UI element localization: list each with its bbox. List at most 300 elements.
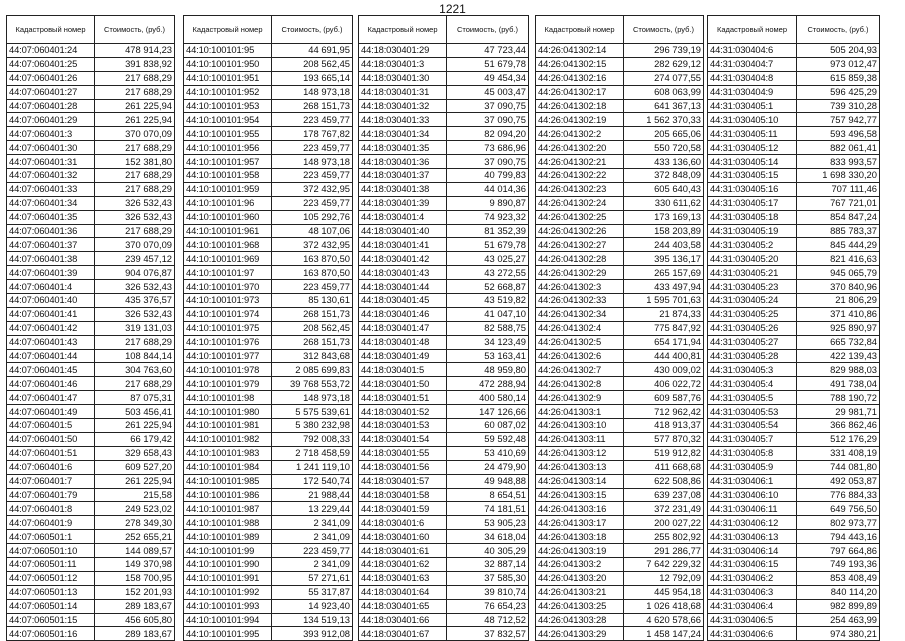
table-row <box>708 99 880 113</box>
table-row <box>7 127 175 141</box>
cost-cell: 74 923,32 <box>447 210 529 224</box>
cost-table-col-5 <box>707 15 880 641</box>
cost-cell: 208 562,45 <box>272 321 353 335</box>
cadastral-number-cell: 44:10:100101:990 <box>184 557 272 571</box>
cadastral-number-cell: 44:10:100101:957 <box>184 155 272 169</box>
cadastral-number-header: Кадастровый номер <box>184 16 272 44</box>
cost-cell: 249 523,02 <box>95 502 175 516</box>
cost-cell: 105 292,76 <box>272 210 353 224</box>
cost-header: Стоимость, (руб.) <box>447 16 529 44</box>
cost-cell: 40 799,83 <box>447 169 529 183</box>
cadastral-number-cell: 44:26:041303:25 <box>536 599 624 613</box>
cadastral-number-cell: 44:31:030405:3 <box>708 363 797 377</box>
cost-cell: 173 169,13 <box>624 210 704 224</box>
cadastral-number-cell: 44:07:060401:7 <box>7 474 95 488</box>
cost-cell: 254 463,99 <box>797 613 880 627</box>
cadastral-number-cell: 44:10:100101:955 <box>184 127 272 141</box>
cadastral-number-cell: 44:18:030401:55 <box>359 446 447 460</box>
cost-cell: 2 085 699,83 <box>272 363 353 377</box>
cost-cell: 707 111,46 <box>797 182 880 196</box>
table-row <box>536 266 704 280</box>
cost-cell: 833 993,57 <box>797 155 880 169</box>
table-row <box>184 71 353 85</box>
table-row <box>7 196 175 210</box>
cadastral-number-cell: 44:31:030406:11 <box>708 502 797 516</box>
table-row <box>359 85 529 99</box>
cost-cell: 134 519,13 <box>272 613 353 627</box>
cadastral-number-cell: 44:07:060401:45 <box>7 363 95 377</box>
table-row <box>536 488 704 502</box>
table-row <box>708 196 880 210</box>
table-row <box>708 71 880 85</box>
cost-cell: 37 090,75 <box>447 99 529 113</box>
table-row <box>536 57 704 71</box>
table-row <box>7 266 175 280</box>
cost-cell: 372 848,09 <box>624 169 704 183</box>
table-row <box>7 210 175 224</box>
cadastral-number-cell: 44:07:060501:13 <box>7 585 95 599</box>
cadastral-number-cell: 44:26:041303:28 <box>536 613 624 627</box>
cadastral-number-cell: 44:18:030401:56 <box>359 460 447 474</box>
cost-cell: 435 376,57 <box>95 294 175 308</box>
cadastral-number-cell: 44:07:060501:11 <box>7 557 95 571</box>
cost-header: Стоимость, (руб.) <box>797 16 880 44</box>
cadastral-number-cell: 44:31:030405:24 <box>708 294 797 308</box>
cadastral-number-cell: 44:26:041303:15 <box>536 488 624 502</box>
table-row <box>359 252 529 266</box>
table-row <box>359 294 529 308</box>
table-row <box>359 377 529 391</box>
cadastral-number-cell: 44:18:030401:52 <box>359 405 447 419</box>
table-row <box>536 85 704 99</box>
table-row <box>359 224 529 238</box>
table-row <box>708 516 880 530</box>
cadastral-number-cell: 44:10:100101:97 <box>184 266 272 280</box>
cost-cell: 456 605,80 <box>95 613 175 627</box>
cadastral-number-header: Кадастровый номер <box>359 16 447 44</box>
cadastral-number-cell: 44:10:100101:991 <box>184 571 272 585</box>
cost-cell: 829 988,03 <box>797 363 880 377</box>
cadastral-number-cell: 44:31:030405:7 <box>708 432 797 446</box>
cost-cell: 14 923,40 <box>272 599 353 613</box>
table-row <box>536 391 704 405</box>
table-row <box>184 516 353 530</box>
cost-cell: 239 457,12 <box>95 252 175 266</box>
cost-cell: 775 847,92 <box>624 321 704 335</box>
table-row <box>184 280 353 294</box>
cadastral-number-cell: 44:18:030401:35 <box>359 141 447 155</box>
table-row <box>7 224 175 238</box>
cost-cell: 7 642 229,32 <box>624 557 704 571</box>
table-row <box>536 321 704 335</box>
cost-cell: 1 458 147,24 <box>624 627 704 641</box>
table-row <box>7 530 175 544</box>
cost-cell: 289 183,67 <box>95 599 175 613</box>
table-row <box>708 85 880 99</box>
cadastral-number-cell: 44:07:060401:5 <box>7 419 95 433</box>
table-row <box>536 502 704 516</box>
table-row <box>359 266 529 280</box>
cost-cell: 47 723,44 <box>447 44 529 58</box>
cadastral-number-cell: 44:31:030406:13 <box>708 530 797 544</box>
table-row <box>708 169 880 183</box>
cadastral-number-cell: 44:26:041302:23 <box>536 182 624 196</box>
table-row <box>359 419 529 433</box>
cost-cell: 57 271,61 <box>272 571 353 585</box>
cadastral-number-cell: 44:07:060401:29 <box>7 113 95 127</box>
cost-cell: 478 914,23 <box>95 44 175 58</box>
table-row <box>359 44 529 58</box>
table-row <box>7 99 175 113</box>
cadastral-number-cell: 44:07:060401:43 <box>7 335 95 349</box>
table-row <box>536 474 704 488</box>
cadastral-number-cell: 44:26:041303:29 <box>536 627 624 641</box>
table-row <box>184 238 353 252</box>
cadastral-number-header: Кадастровый номер <box>536 16 624 44</box>
cost-cell: 622 508,86 <box>624 474 704 488</box>
cadastral-number-cell: 44:18:030401:40 <box>359 224 447 238</box>
table-row <box>708 127 880 141</box>
cost-cell: 32 887,14 <box>447 557 529 571</box>
cost-cell: 904 076,87 <box>95 266 175 280</box>
table-row <box>708 363 880 377</box>
cadastral-number-cell: 44:26:041302:17 <box>536 85 624 99</box>
cadastral-number-header: Кадастровый номер <box>7 16 95 44</box>
table-row <box>359 99 529 113</box>
cadastral-number-cell: 44:26:041302:28 <box>536 252 624 266</box>
cadastral-number-cell: 44:26:041303:18 <box>536 530 624 544</box>
cost-cell: 649 756,50 <box>797 502 880 516</box>
cadastral-number-cell: 44:31:030405:4 <box>708 377 797 391</box>
cadastral-number-cell: 44:26:041303:10 <box>536 419 624 433</box>
cadastral-number-cell: 44:26:041302:2 <box>536 127 624 141</box>
cost-cell: 193 665,14 <box>272 71 353 85</box>
table-row <box>536 446 704 460</box>
cost-header: Стоимость, (руб.) <box>272 16 353 44</box>
table-row <box>184 169 353 183</box>
cost-cell: 749 193,36 <box>797 557 880 571</box>
table-row <box>184 321 353 335</box>
table-row <box>184 224 353 238</box>
cadastral-number-cell: 44:07:060501:15 <box>7 613 95 627</box>
cost-cell: 178 767,82 <box>272 127 353 141</box>
table-row <box>359 210 529 224</box>
cost-cell: 797 664,86 <box>797 544 880 558</box>
table-row <box>184 405 353 419</box>
cost-cell: 329 658,43 <box>95 446 175 460</box>
cadastral-number-cell: 44:26:041303:12 <box>536 446 624 460</box>
cadastral-number-cell: 44:10:100101:975 <box>184 321 272 335</box>
cadastral-number-cell: 44:26:041302:25 <box>536 210 624 224</box>
cadastral-number-cell: 44:18:030401:44 <box>359 280 447 294</box>
table-row <box>536 530 704 544</box>
table-row <box>7 280 175 294</box>
cadastral-number-cell: 44:10:100101:979 <box>184 377 272 391</box>
cost-cell: 82 588,75 <box>447 321 529 335</box>
cadastral-number-cell: 44:18:030401:64 <box>359 585 447 599</box>
cost-cell: 49 948,88 <box>447 474 529 488</box>
table-row <box>536 405 704 419</box>
cadastral-number-cell: 44:07:060401:31 <box>7 155 95 169</box>
cost-table-col-3 <box>358 15 529 641</box>
table-row <box>184 627 353 641</box>
table-row <box>7 627 175 641</box>
table-row <box>359 280 529 294</box>
table-row <box>708 238 880 252</box>
cost-cell: 108 844,14 <box>95 349 175 363</box>
cadastral-number-cell: 44:10:100101:976 <box>184 335 272 349</box>
cadastral-number-cell: 44:10:100101:992 <box>184 585 272 599</box>
cadastral-number-cell: 44:10:100101:982 <box>184 432 272 446</box>
cadastral-number-cell: 44:26:041302:6 <box>536 349 624 363</box>
cadastral-number-cell: 44:07:060401:32 <box>7 169 95 183</box>
cost-cell: 82 094,20 <box>447 127 529 141</box>
cost-cell: 37 090,75 <box>447 155 529 169</box>
cost-cell: 66 179,42 <box>95 432 175 446</box>
cadastral-number-cell: 44:18:030401:67 <box>359 627 447 641</box>
cadastral-number-cell: 44:07:060401:24 <box>7 44 95 58</box>
cost-cell: 289 183,67 <box>95 627 175 641</box>
cadastral-number-cell: 44:07:060401:26 <box>7 71 95 85</box>
cost-cell: 34 618,04 <box>447 530 529 544</box>
table-row <box>7 405 175 419</box>
cost-cell: 244 403,58 <box>624 238 704 252</box>
cadastral-number-cell: 44:26:041302:5 <box>536 335 624 349</box>
cost-cell: 223 459,77 <box>272 169 353 183</box>
table-row <box>708 210 880 224</box>
cost-cell: 261 225,94 <box>95 474 175 488</box>
cost-cell: 217 688,29 <box>95 85 175 99</box>
cost-cell: 2 341,09 <box>272 516 353 530</box>
table-row <box>359 141 529 155</box>
table-row <box>359 321 529 335</box>
cost-cell: 215,58 <box>95 488 175 502</box>
table-row <box>359 113 529 127</box>
table-row <box>184 488 353 502</box>
cadastral-number-cell: 44:18:030401:59 <box>359 502 447 516</box>
table-row <box>184 446 353 460</box>
cadastral-number-cell: 44:18:030401:45 <box>359 294 447 308</box>
cadastral-number-cell: 44:10:100101:986 <box>184 488 272 502</box>
cadastral-number-cell: 44:07:060401:9 <box>7 516 95 530</box>
cadastral-number-cell: 44:07:060401:36 <box>7 224 95 238</box>
cost-cell: 577 870,32 <box>624 432 704 446</box>
cost-cell: 163 870,50 <box>272 266 353 280</box>
table-row <box>708 391 880 405</box>
cadastral-number-cell: 44:07:060401:38 <box>7 252 95 266</box>
table-row <box>359 460 529 474</box>
table-row <box>708 182 880 196</box>
table-row <box>359 196 529 210</box>
table-row <box>536 460 704 474</box>
table-row <box>536 280 704 294</box>
table-row <box>359 627 529 641</box>
cost-cell: 609 587,76 <box>624 391 704 405</box>
cost-cell: 422 139,43 <box>797 349 880 363</box>
cadastral-number-cell: 44:10:100101:989 <box>184 530 272 544</box>
cadastral-number-cell: 44:07:060401:35 <box>7 210 95 224</box>
cadastral-number-cell: 44:26:041302:20 <box>536 141 624 155</box>
cost-cell: 885 783,37 <box>797 224 880 238</box>
table-row <box>184 266 353 280</box>
cadastral-number-cell: 44:07:060401:39 <box>7 266 95 280</box>
table-row <box>359 363 529 377</box>
cadastral-number-cell: 44:07:060401:46 <box>7 377 95 391</box>
cadastral-number-cell: 44:18:030401:60 <box>359 530 447 544</box>
cost-cell: 252 655,21 <box>95 530 175 544</box>
cost-cell: 87 075,31 <box>95 391 175 405</box>
cadastral-number-cell: 44:26:041302:3 <box>536 280 624 294</box>
cost-cell: 393 912,08 <box>272 627 353 641</box>
table-row <box>7 141 175 155</box>
table-row <box>184 544 353 558</box>
cost-cell: 40 305,29 <box>447 544 529 558</box>
cost-cell: 9 890,87 <box>447 196 529 210</box>
table-row <box>7 516 175 530</box>
table-row <box>708 557 880 571</box>
cadastral-number-cell: 44:10:100101:95 <box>184 44 272 58</box>
cadastral-number-cell: 44:26:041302:33 <box>536 294 624 308</box>
cost-cell: 788 190,72 <box>797 391 880 405</box>
cost-cell: 48 107,06 <box>272 224 353 238</box>
table-row <box>536 544 704 558</box>
cost-cell: 845 444,29 <box>797 238 880 252</box>
cadastral-number-cell: 44:26:041303:1 <box>536 405 624 419</box>
cadastral-number-cell: 44:10:100101:978 <box>184 363 272 377</box>
cost-cell: 223 459,77 <box>272 113 353 127</box>
cadastral-number-cell: 44:07:060401:40 <box>7 294 95 308</box>
table-row <box>536 516 704 530</box>
table-row <box>359 474 529 488</box>
cadastral-number-cell: 44:26:041303:16 <box>536 502 624 516</box>
cost-cell: 503 456,41 <box>95 405 175 419</box>
table-row <box>708 460 880 474</box>
table-row <box>359 182 529 196</box>
cost-cell: 21 988,44 <box>272 488 353 502</box>
cost-cell: 505 204,93 <box>797 44 880 58</box>
cost-cell: 217 688,29 <box>95 169 175 183</box>
cost-cell: 52 668,87 <box>447 280 529 294</box>
cadastral-number-cell: 44:10:100101:977 <box>184 349 272 363</box>
cost-cell: 639 237,08 <box>624 488 704 502</box>
cadastral-number-cell: 44:07:060401:25 <box>7 57 95 71</box>
table-row <box>184 294 353 308</box>
cadastral-number-cell: 44:31:030404:6 <box>708 44 797 58</box>
cadastral-number-cell: 44:07:060401:34 <box>7 196 95 210</box>
cost-cell: 217 688,29 <box>95 71 175 85</box>
cost-cell: 1 562 370,33 <box>624 113 704 127</box>
cadastral-number-cell: 44:07:060401:33 <box>7 182 95 196</box>
cost-cell: 81 352,39 <box>447 224 529 238</box>
cost-cell: 2 341,09 <box>272 530 353 544</box>
cadastral-number-cell: 44:10:100101:960 <box>184 210 272 224</box>
cadastral-number-cell: 44:07:060401:44 <box>7 349 95 363</box>
table-row <box>184 99 353 113</box>
cost-cell: 372 432,95 <box>272 238 353 252</box>
cost-cell: 5 380 232,98 <box>272 419 353 433</box>
table-row <box>184 57 353 71</box>
cost-cell: 5 575 539,61 <box>272 405 353 419</box>
cost-cell: 48 712,52 <box>447 613 529 627</box>
cost-cell: 757 942,77 <box>797 113 880 127</box>
table-row <box>708 599 880 613</box>
cost-cell: 255 802,92 <box>624 530 704 544</box>
table-row <box>7 169 175 183</box>
table-row <box>184 613 353 627</box>
table-row <box>184 349 353 363</box>
cadastral-number-cell: 44:31:030406:12 <box>708 516 797 530</box>
table-row <box>708 405 880 419</box>
cadastral-number-cell: 44:26:041302:16 <box>536 71 624 85</box>
table-row <box>359 71 529 85</box>
cost-cell: 29 981,71 <box>797 405 880 419</box>
cost-cell: 37 585,30 <box>447 571 529 585</box>
cost-cell: 492 053,87 <box>797 474 880 488</box>
cadastral-number-cell: 44:18:030401:65 <box>359 599 447 613</box>
cost-cell: 45 003,47 <box>447 85 529 99</box>
table-row <box>7 613 175 627</box>
cadastral-number-cell: 44:07:060401:28 <box>7 99 95 113</box>
table-row <box>708 419 880 433</box>
cost-cell: 144 089,57 <box>95 544 175 558</box>
cadastral-number-cell: 44:18:030401:32 <box>359 99 447 113</box>
cost-cell: 268 151,73 <box>272 99 353 113</box>
cost-cell: 519 912,82 <box>624 446 704 460</box>
cadastral-number-cell: 44:31:030405:25 <box>708 307 797 321</box>
cost-cell: 326 532,43 <box>95 196 175 210</box>
cost-cell: 430 009,02 <box>624 363 704 377</box>
table-row <box>359 238 529 252</box>
table-row <box>7 252 175 266</box>
table-row <box>184 377 353 391</box>
table-row <box>536 419 704 433</box>
table-row <box>359 446 529 460</box>
cadastral-number-cell: 44:18:030401:34 <box>359 127 447 141</box>
cadastral-number-cell: 44:31:030405:2 <box>708 238 797 252</box>
cost-cell: 304 763,60 <box>95 363 175 377</box>
cadastral-number-cell: 44:31:030404:9 <box>708 85 797 99</box>
cost-cell: 512 176,29 <box>797 432 880 446</box>
cadastral-number-cell: 44:07:060401:6 <box>7 460 95 474</box>
table-row <box>359 599 529 613</box>
table-row <box>7 307 175 321</box>
table-row <box>184 335 353 349</box>
cadastral-number-cell: 44:18:030401:57 <box>359 474 447 488</box>
table-row <box>708 571 880 585</box>
table-row <box>7 85 175 99</box>
cadastral-number-cell: 44:10:100101:984 <box>184 460 272 474</box>
cadastral-number-cell: 44:26:041302:14 <box>536 44 624 58</box>
table-row <box>184 252 353 266</box>
table-row <box>536 99 704 113</box>
cadastral-number-cell: 44:18:030401:42 <box>359 252 447 266</box>
table-row <box>184 502 353 516</box>
cost-cell: 21 806,29 <box>797 294 880 308</box>
cost-cell: 372 432,95 <box>272 182 353 196</box>
cadastral-number-cell: 44:26:041303:19 <box>536 544 624 558</box>
cost-cell: 37 090,75 <box>447 113 529 127</box>
cost-cell: 158 700,95 <box>95 571 175 585</box>
cost-cell: 223 459,77 <box>272 141 353 155</box>
cadastral-number-cell: 44:31:030405:15 <box>708 169 797 183</box>
cadastral-number-cell: 44:18:030401:53 <box>359 419 447 433</box>
cost-cell: 391 838,92 <box>95 57 175 71</box>
cost-cell: 43 519,82 <box>447 294 529 308</box>
table-row <box>184 599 353 613</box>
table-row <box>184 182 353 196</box>
cost-cell: 43 025,27 <box>447 252 529 266</box>
cost-cell: 371 410,86 <box>797 307 880 321</box>
